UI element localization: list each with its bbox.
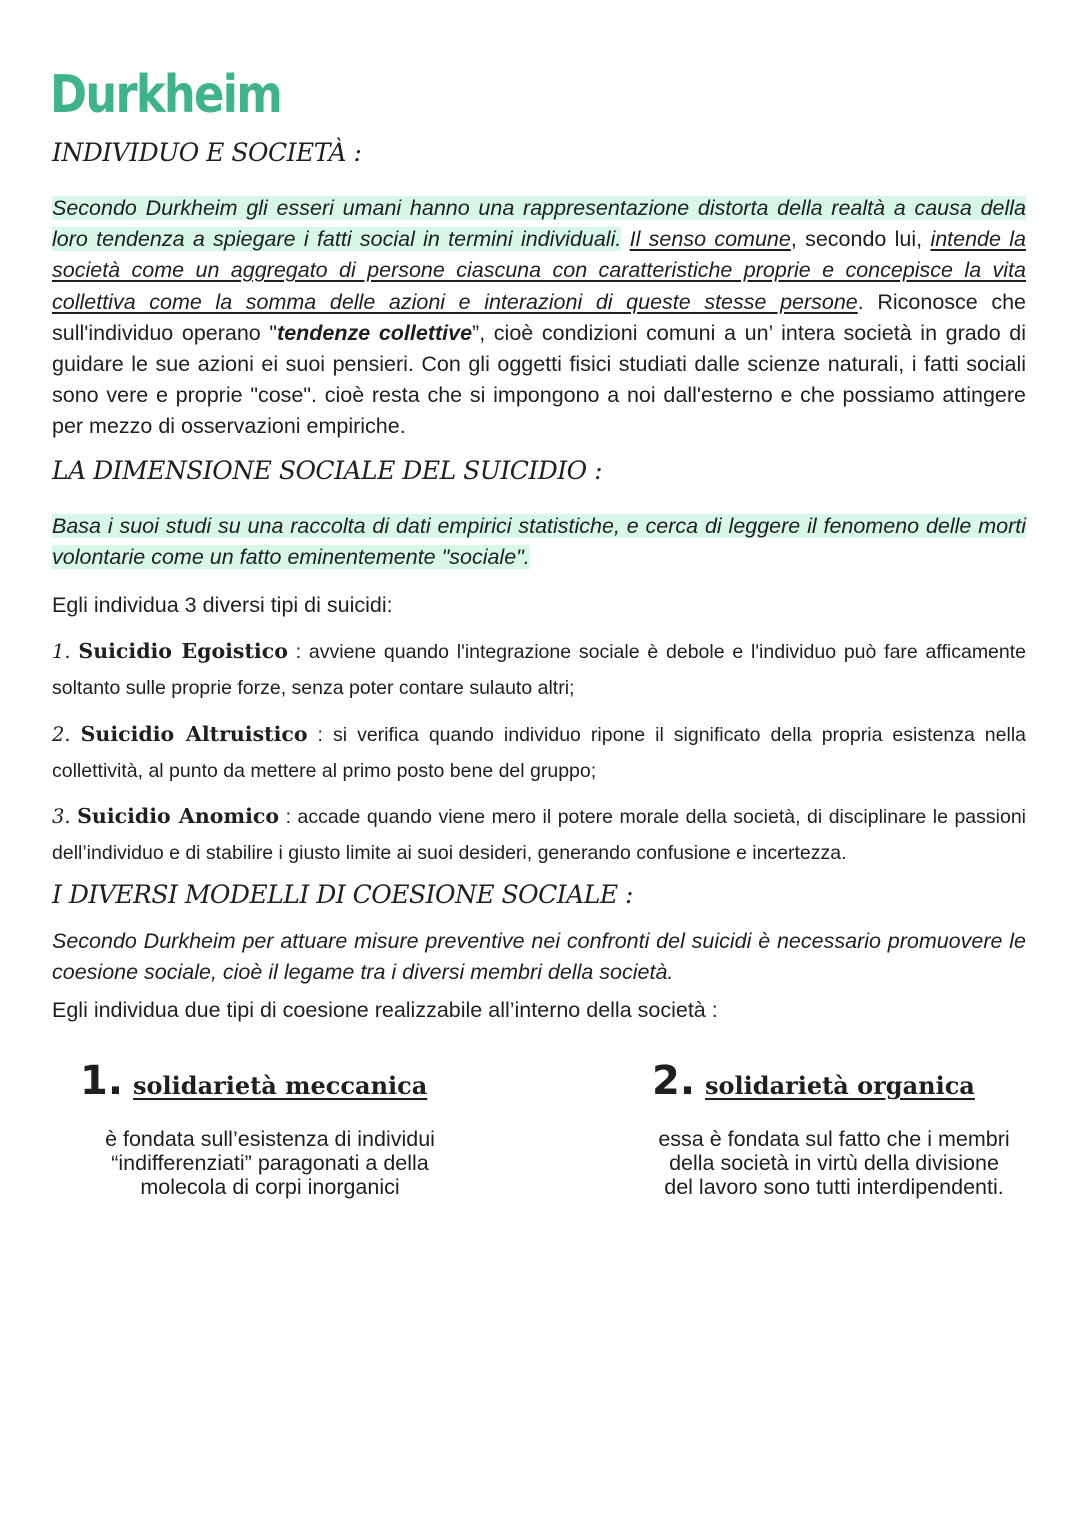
description-line: del lavoro sono tutti interdipendenti. <box>664 1175 1004 1199</box>
paragraph-dimensione-sociale <box>52 511 1026 573</box>
page-title: Durkheim <box>50 65 282 125</box>
underlined-text: intende la società come un aggregato di persone ciascuna con caratteristiche proprie e concepisce la vita collettiva come la somma delle azioni e interazioni di queste stesse persone <box>52 227 1026 314</box>
suicide-types-intro: Egli individua 3 diversi tipi di suicidi: <box>52 593 393 617</box>
plain-text: ”, cioè condizioni comuni a un’ intera società in grado di guidare le sue azioni ei suoi pensieri. Con gli oggetti fisici studiati dalle scienze naturali, i fatti sociali sono vere e proprie "cose". cioè resta che si impongono a noi dall'esterno e che possiamo attingere per mezzo di osservazioni empiriche. <box>52 320 1027 439</box>
item-name: Suicidio Altruistico <box>80 722 308 746</box>
solidarity-description-meccanica <box>70 1127 470 1199</box>
solidarity-number: 2. <box>652 1058 696 1104</box>
plain-text: , secondo lui, <box>790 227 923 252</box>
section-heading-dimensione-sociale: LA DIMENSIONE SOCIALE DEL SUICIDIO : <box>52 456 602 485</box>
cohesion-types-intro: Egli individua due tipi di coesione realizzabile all’interno della società : <box>52 998 718 1022</box>
solidarity-label: solidarietà meccanica <box>133 1071 428 1100</box>
section-heading-individuo-societa: INDIVIDUO E SOCIETÀ : <box>52 138 362 167</box>
item-number: 1. <box>52 640 71 663</box>
highlighted-text: Secondo Durkheim gli esseri umani hanno una rappresentazione distorta della realtà a causa della loro tendenza a spiegare i fatti social in termini individuali. <box>52 196 1026 252</box>
solidarity-description-organica <box>634 1127 1034 1199</box>
solidarity-heading-meccanica <box>80 1058 427 1104</box>
suicide-type-item <box>52 633 1026 706</box>
item-number: 3. <box>52 805 71 828</box>
item-text: : avviene quando l'integrazione sociale è debole e l'individuo può fare afficamente soltanto sulle proprie forze, senza poter contare sulauto altri; <box>52 641 1027 699</box>
italic-text: Secondo Durkheim per attuare misure preventive nei confronti del suicidi è necessario promuovere le coesione sociale, cioè il legame tra i diversi membri della società. <box>52 929 1026 985</box>
paragraph-coesione-sociale <box>52 926 1026 988</box>
item-number: 2. <box>52 723 71 746</box>
description-line: “indifferenziati” paragonati a della <box>111 1151 429 1175</box>
item-text: : accade quando viene mero il potere morale della società, di disciplinare le passioni dell’individuo e di stabilire i giusto limite ai suoi desideri, generando confusione e incertezza. <box>52 806 1026 864</box>
bold-term: tendenze collettive <box>277 320 473 345</box>
solidarity-label: solidarietà organica <box>705 1071 975 1100</box>
paragraph-individuo-societa <box>52 193 1026 443</box>
description-line: della società in virtù della divisione <box>669 1151 999 1175</box>
item-name: Suicidio Egoistico <box>78 639 288 663</box>
item-text: : si verifica quando individuo ripone il significato della propria esistenza nella collettività, al punto da mettere al primo posto bene del gruppo; <box>52 724 1027 782</box>
solidarity-number: 1. <box>80 1058 124 1104</box>
suicide-type-item <box>52 798 1026 871</box>
highlighted-text: Basa i suoi studi su una raccolta di dati empirici statistiche, e cerca di leggere il fenomeno delle morti volontarie come un fatto eminentemente "sociale". <box>52 514 1026 570</box>
suicide-type-item <box>52 716 1026 789</box>
item-name: Suicidio Anomico <box>77 804 280 828</box>
plain-text: . Riconosce che sull'individuo operano " <box>52 289 1027 345</box>
description-line: è fondata sull’esistenza di individui <box>105 1127 435 1151</box>
solidarity-heading-organica <box>652 1058 975 1104</box>
underlined-text: Il senso comune <box>629 227 791 252</box>
description-line: essa è fondata sul fatto che i membri <box>658 1127 1010 1151</box>
description-line: molecola di corpi inorganici <box>140 1175 400 1199</box>
section-heading-coesione-sociale: I DIVERSI MODELLI DI COESIONE SOCIALE : <box>52 880 633 909</box>
